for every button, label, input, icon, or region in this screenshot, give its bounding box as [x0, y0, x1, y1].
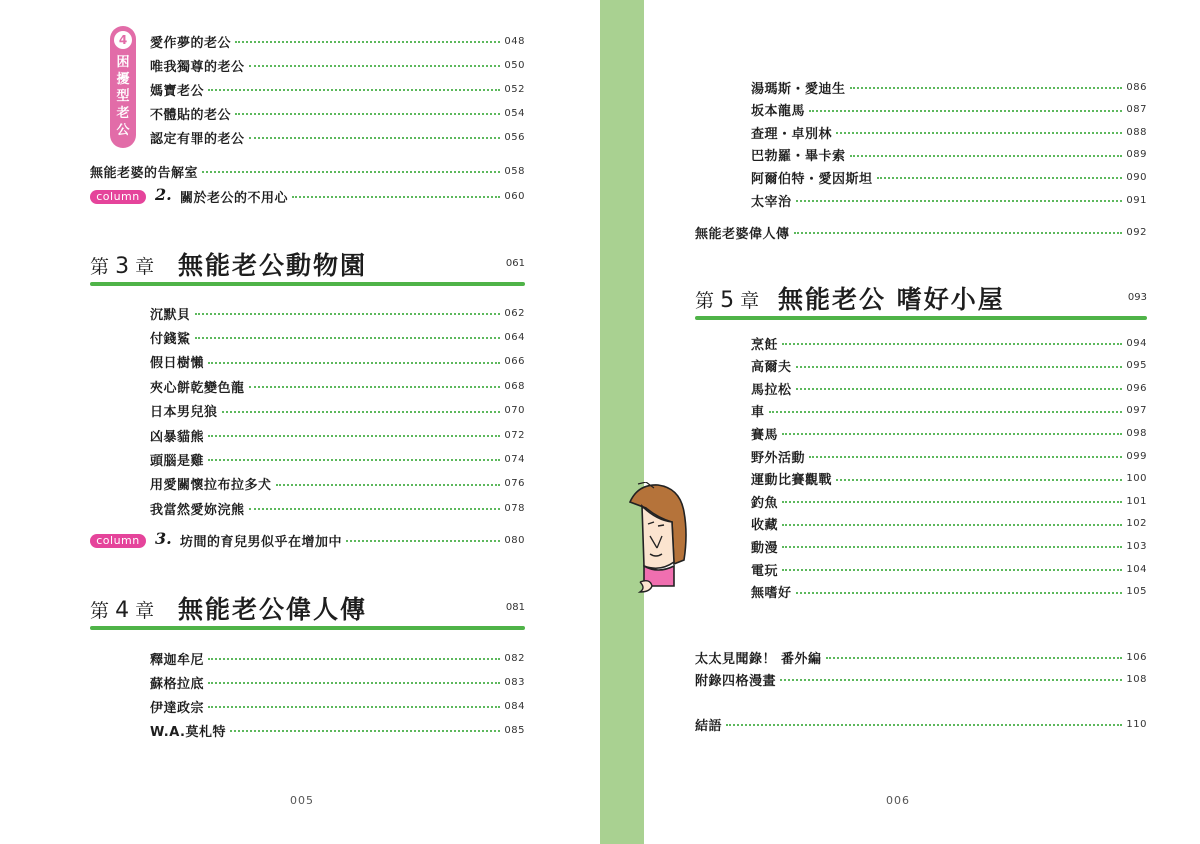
toc-entry[interactable]	[751, 559, 1147, 579]
toc-entry[interactable]	[751, 77, 1147, 97]
dot-leader	[826, 657, 1123, 659]
toc-entry-page: 101	[1126, 495, 1147, 507]
dot-leader	[794, 232, 1123, 234]
toc-entry[interactable]	[150, 303, 525, 323]
chapter-suffix: 章	[740, 290, 760, 312]
dot-leader	[235, 41, 500, 43]
dot-leader	[195, 313, 501, 315]
toc-entry[interactable]	[751, 167, 1147, 187]
toc-entry[interactable]	[150, 327, 525, 347]
dot-leader	[796, 592, 1123, 594]
toc-entry-page: 085	[504, 724, 525, 736]
toc-entry-label: 查理・卓別林	[751, 126, 833, 142]
toc-entry[interactable]	[150, 498, 525, 518]
toc-entry-label: 無能老婆的告解室	[90, 165, 199, 181]
toc-entry[interactable]	[150, 449, 525, 469]
right-page	[644, 0, 1200, 844]
toc-entry-label: 我當然愛妳浣熊	[150, 502, 245, 518]
toc-entry-label: 無能老婆偉人傳	[695, 226, 790, 242]
toc-entry[interactable]	[150, 352, 525, 372]
dot-leader	[292, 196, 500, 198]
chapter-number	[695, 286, 759, 313]
column-badge: column	[90, 534, 146, 548]
toc-entry-label: 結語	[695, 718, 723, 734]
toc-entry-page: 056	[504, 131, 525, 143]
toc-entry-label: 用愛關懷拉布拉多犬	[150, 478, 272, 494]
toc-entry-label: 無嗜好	[751, 586, 792, 602]
chapter-num: 3	[115, 254, 130, 279]
toc-entry-label: W.A.莫札特	[150, 724, 226, 740]
toc-entry-label: 沉默貝	[150, 307, 191, 323]
toc-entry-page: 095	[1126, 360, 1147, 372]
page-folio: 006	[886, 794, 910, 807]
dot-leader	[809, 110, 1122, 112]
toc-entry-page: 082	[504, 652, 525, 664]
toc-entry-page: 078	[504, 502, 525, 514]
toc-entry-label: 馬拉松	[751, 382, 792, 398]
dot-leader	[208, 682, 500, 684]
toc-entry-label: 湯瑪斯・愛迪生	[751, 81, 846, 97]
chapter-prefix: 第	[695, 290, 715, 312]
toc-entry-label: 電玩	[751, 563, 779, 579]
dot-leader	[780, 679, 1122, 681]
chapter-3-heading[interactable]	[90, 244, 525, 288]
toc-entry-label: 伊達政宗	[150, 700, 205, 716]
toc-entry[interactable]	[150, 672, 525, 692]
toc-entry-page: 074	[504, 453, 525, 465]
dot-leader	[208, 658, 500, 660]
toc-entry-page: 088	[1126, 126, 1147, 138]
dot-leader	[235, 113, 500, 115]
chapter-5-heading[interactable]	[695, 278, 1147, 322]
toc-entry[interactable]	[150, 425, 525, 445]
toc-entry-page: 080	[504, 534, 525, 546]
toc-entry-label: 日本男兒狼	[150, 405, 218, 421]
chapter-num: 4	[115, 598, 130, 623]
chapter-title: 無能老公 嗜好小屋	[778, 285, 1005, 314]
toc-entry-page: 099	[1126, 450, 1147, 462]
toc-entry-wife-biography[interactable]	[695, 222, 1147, 242]
toc-entry[interactable]	[695, 647, 1147, 667]
toc-entry-page: 066	[504, 356, 525, 368]
toc-entry-label: 媽寶老公	[150, 83, 205, 99]
toc-entry-page: 096	[1126, 382, 1147, 394]
toc-entry-label: 坊間的育兒男似乎在增加中	[180, 534, 343, 550]
toc-entry-label: 賽馬	[751, 427, 779, 443]
toc-entry[interactable]	[150, 55, 525, 75]
page-gutter	[600, 0, 644, 844]
toc-entry[interactable]	[751, 469, 1147, 489]
dot-leader	[208, 459, 500, 461]
toc-entry[interactable]	[150, 376, 525, 396]
dot-leader	[836, 479, 1122, 481]
toc-entry-page: 072	[504, 429, 525, 441]
toc-entry-label: 高爾夫	[751, 360, 792, 376]
toc-entry[interactable]	[751, 423, 1147, 443]
dot-leader	[222, 411, 501, 413]
toc-entry-label: 附錄四格漫畫	[695, 673, 777, 689]
toc-entry-column-2[interactable]	[180, 186, 525, 206]
chapter-prefix: 第	[90, 600, 110, 622]
dot-leader	[796, 366, 1123, 368]
toc-entry-page: 100	[1126, 473, 1147, 485]
chapter-page: 081	[505, 602, 525, 613]
dot-leader	[850, 87, 1123, 89]
toc-entry-label: 阿爾伯特・愛因斯坦	[751, 171, 873, 187]
dot-leader	[346, 540, 500, 542]
toc-entry-page: 062	[504, 307, 525, 319]
toc-entry-page: 064	[504, 331, 525, 343]
dot-leader	[249, 508, 501, 510]
toc-entry[interactable]	[751, 122, 1147, 142]
toc-entry[interactable]	[751, 145, 1147, 165]
toc-entry-afterword[interactable]	[695, 714, 1147, 734]
toc-entry-page: 058	[504, 165, 525, 177]
dot-leader	[195, 337, 501, 339]
toc-entry[interactable]	[150, 474, 525, 494]
section-number-icon: 4	[114, 31, 132, 49]
toc-entry-label: 夾心餅乾變色龍	[150, 380, 245, 396]
toc-entry-page: 050	[504, 59, 525, 71]
toc-entry-page: 110	[1126, 718, 1147, 730]
section-side-tab	[110, 26, 136, 148]
toc-entry-page: 108	[1126, 673, 1147, 685]
chapter-rule	[90, 626, 525, 630]
section-side-tab-label: 困擾型老公	[116, 55, 130, 138]
toc-entry-label: 蘇格拉底	[150, 676, 205, 692]
dot-leader	[249, 65, 501, 67]
toc-entry[interactable]	[150, 720, 525, 740]
peeking-woman-illustration	[628, 482, 690, 612]
toc-entry-page: 084	[504, 700, 525, 712]
toc-entry-label: 唯我獨尊的老公	[150, 59, 245, 75]
dot-leader	[276, 484, 501, 486]
dot-leader	[726, 724, 1122, 726]
toc-entry-label: 認定有罪的老公	[150, 131, 245, 147]
chapter-page: 093	[1127, 292, 1147, 303]
toc-entry-page: 089	[1126, 149, 1147, 161]
toc-entry-label: 烹飪	[751, 337, 779, 353]
toc-entry[interactable]	[751, 356, 1147, 376]
toc-entry-label: 釋迦牟尼	[150, 652, 205, 668]
toc-entry[interactable]	[150, 648, 525, 668]
toc-entry[interactable]	[150, 103, 525, 123]
toc-entry-page: 090	[1126, 171, 1147, 183]
toc-entry-page: 060	[504, 190, 525, 202]
toc-entry[interactable]	[751, 401, 1147, 421]
toc-entry-page: 094	[1126, 337, 1147, 349]
dot-leader	[249, 137, 501, 139]
dot-leader	[769, 411, 1123, 413]
toc-entry-page: 052	[504, 83, 525, 95]
dot-leader	[230, 730, 500, 732]
column-number: 2.	[155, 185, 172, 204]
toc-entry-page: 102	[1126, 518, 1147, 530]
chapter-page: 061	[505, 258, 525, 269]
dot-leader	[782, 524, 1122, 526]
toc-entry-label: 不體貼的老公	[150, 107, 232, 123]
toc-entry-label: 動漫	[751, 540, 779, 556]
page-folio: 005	[290, 794, 314, 807]
dot-leader	[782, 546, 1122, 548]
chapter-num: 5	[720, 288, 735, 313]
dot-leader	[877, 177, 1123, 179]
toc-entry[interactable]	[751, 446, 1147, 466]
toc-entry-label: 太宰治	[751, 194, 792, 210]
toc-entry-page: 076	[504, 478, 525, 490]
toc-entry-label: 巴勃羅・畢卡索	[751, 149, 846, 165]
toc-entry-page: 068	[504, 380, 525, 392]
chapter-title: 無能老公偉人傳	[178, 595, 368, 624]
dot-leader	[208, 706, 500, 708]
toc-entry-page: 048	[504, 35, 525, 47]
toc-entry-label: 頭腦是雞	[150, 453, 205, 469]
chapter-rule	[695, 316, 1147, 320]
toc-entry[interactable]	[150, 696, 525, 716]
dot-leader	[208, 435, 500, 437]
toc-entry-label: 釣魚	[751, 495, 779, 511]
chapter-title: 無能老公動物園	[178, 251, 368, 280]
toc-entry-page: 087	[1126, 104, 1147, 116]
toc-entry-label: 凶暴貓熊	[150, 429, 205, 445]
toc-entry[interactable]	[150, 127, 525, 147]
toc-entry-label: 收藏	[751, 518, 779, 534]
toc-entry-page: 106	[1126, 651, 1147, 663]
toc-entry-label: 關於老公的不用心	[180, 190, 289, 206]
toc-entry-page: 091	[1126, 194, 1147, 206]
toc-entry-label: 坂本龍馬	[751, 104, 806, 120]
dot-leader	[782, 433, 1122, 435]
dot-leader	[782, 569, 1122, 571]
toc-entry-label: 愛作夢的老公	[150, 35, 232, 51]
toc-entry-page: 098	[1126, 427, 1147, 439]
chapter-suffix: 章	[135, 256, 155, 278]
toc-entry-label: 野外活動	[751, 450, 806, 466]
chapter-suffix: 章	[135, 600, 155, 622]
toc-entry[interactable]	[751, 491, 1147, 511]
dot-leader	[782, 343, 1122, 345]
dot-leader	[850, 155, 1123, 157]
toc-entry-page: 086	[1126, 81, 1147, 93]
toc-entry-page: 105	[1126, 586, 1147, 598]
toc-entry[interactable]	[751, 333, 1147, 353]
dot-leader	[796, 388, 1123, 390]
toc-entry-label: 運動比賽觀戰	[751, 473, 833, 489]
toc-entry-page: 054	[504, 107, 525, 119]
toc-entry-label: 車	[751, 405, 765, 421]
toc-entry-column-3[interactable]	[180, 530, 525, 550]
toc-entry-page: 092	[1126, 226, 1147, 238]
toc-entry-page: 083	[504, 676, 525, 688]
toc-entry-page: 070	[504, 405, 525, 417]
toc-entry[interactable]	[751, 582, 1147, 602]
toc-entry-confession[interactable]	[90, 161, 525, 181]
chapter-prefix: 第	[90, 256, 110, 278]
dot-leader	[202, 171, 500, 173]
dot-leader	[782, 501, 1122, 503]
toc-entry-label: 假日樹懶	[150, 356, 205, 372]
dot-leader	[796, 200, 1123, 202]
dot-leader	[836, 132, 1122, 134]
toc-entry-page: 097	[1126, 405, 1147, 417]
chapter-4-heading[interactable]	[90, 588, 525, 632]
toc-entry[interactable]	[695, 669, 1147, 689]
toc-entry[interactable]	[150, 31, 525, 51]
toc-entry[interactable]	[751, 100, 1147, 120]
chapter-number	[90, 596, 154, 623]
dot-leader	[208, 362, 500, 364]
dot-leader	[208, 89, 500, 91]
toc-entry-label: 付錢鯊	[150, 331, 191, 347]
chapter-number	[90, 252, 154, 279]
toc-entry[interactable]	[751, 190, 1147, 210]
column-number: 3.	[155, 529, 172, 548]
toc-entry-page: 103	[1126, 540, 1147, 552]
toc-entry[interactable]	[150, 401, 525, 421]
chapter-rule	[90, 282, 525, 286]
dot-leader	[249, 386, 501, 388]
toc-entry[interactable]	[751, 514, 1147, 534]
toc-entry[interactable]	[150, 79, 525, 99]
toc-entry-label: 太太見聞錄！ 番外編	[695, 651, 822, 667]
column-badge: column	[90, 190, 146, 204]
toc-entry-page: 104	[1126, 563, 1147, 575]
toc-entry[interactable]	[751, 536, 1147, 556]
dot-leader	[809, 456, 1122, 458]
toc-entry[interactable]	[751, 378, 1147, 398]
